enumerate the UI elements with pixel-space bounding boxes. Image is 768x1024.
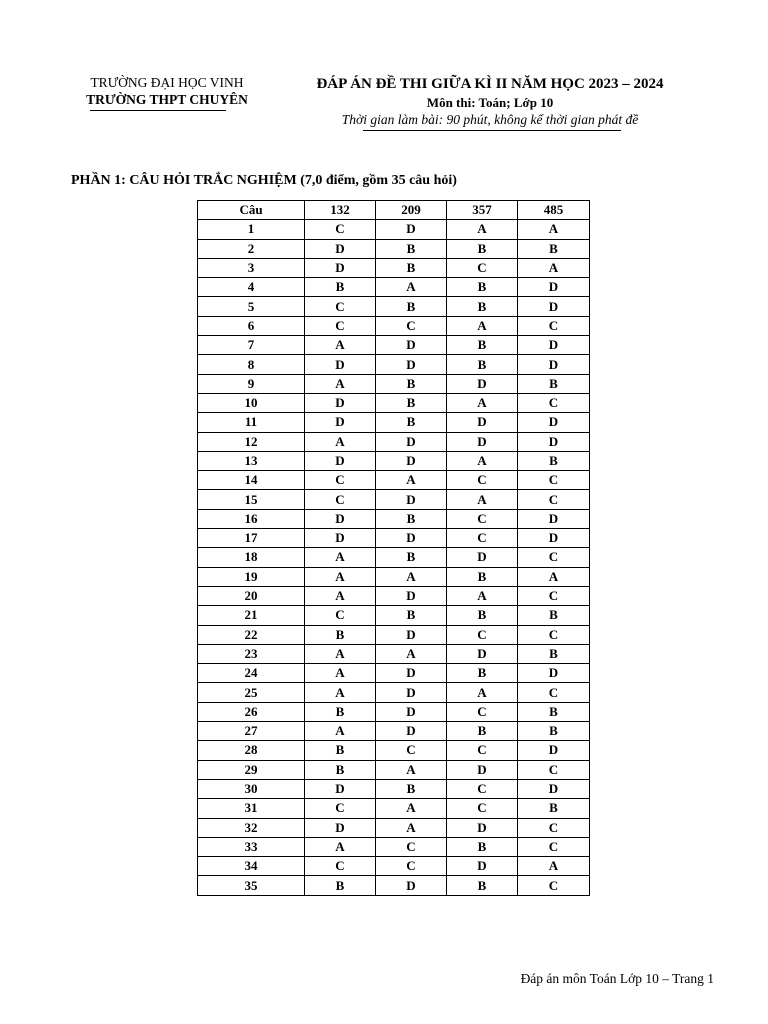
table-row xyxy=(198,837,590,856)
answer-cell: C xyxy=(518,316,590,335)
answer-cell: C xyxy=(376,316,447,335)
question-number-cell: 18 xyxy=(198,548,305,567)
table-row xyxy=(198,355,590,374)
answer-cell: B xyxy=(305,278,376,297)
answer-cell: D xyxy=(376,490,447,509)
table-row xyxy=(198,741,590,760)
answer-cell: B xyxy=(518,374,590,393)
answer-cell: B xyxy=(376,606,447,625)
answer-cell: B xyxy=(447,722,518,741)
duration-underline xyxy=(363,130,621,131)
answer-cell: D xyxy=(305,413,376,432)
answer-cell: C xyxy=(305,490,376,509)
answer-cell: B xyxy=(305,625,376,644)
answer-cell: C xyxy=(447,741,518,760)
answer-cell: C xyxy=(447,799,518,818)
question-number-cell: 7 xyxy=(198,336,305,355)
question-number-cell: 6 xyxy=(198,316,305,335)
table-row xyxy=(198,702,590,721)
answer-cell: B xyxy=(518,644,590,663)
question-number-cell: 32 xyxy=(198,818,305,837)
answer-cell: C xyxy=(447,529,518,548)
question-number-cell: 24 xyxy=(198,664,305,683)
table-row xyxy=(198,625,590,644)
answer-cell: D xyxy=(376,876,447,895)
answer-cell: D xyxy=(447,818,518,837)
answer-cell: A xyxy=(376,799,447,818)
answer-cell: B xyxy=(447,606,518,625)
table-row xyxy=(198,278,590,297)
answer-cell: D xyxy=(376,336,447,355)
answer-rows xyxy=(198,220,590,895)
answer-cell: C xyxy=(518,683,590,702)
table-row xyxy=(198,567,590,586)
answer-cell: A xyxy=(305,548,376,567)
exam-duration: Thời gian làm bài: 90 phút, không kể thời gian phát đề xyxy=(341,112,639,127)
answer-cell: B xyxy=(376,548,447,567)
answer-cell: C xyxy=(447,779,518,798)
answer-cell: A xyxy=(447,393,518,412)
table-row xyxy=(198,336,590,355)
table-row xyxy=(198,258,590,277)
answer-cell: D xyxy=(376,451,447,470)
question-number-cell: 2 xyxy=(198,239,305,258)
table-row xyxy=(198,818,590,837)
answer-cell: D xyxy=(376,586,447,605)
question-number-cell: 20 xyxy=(198,586,305,605)
answer-cell: C xyxy=(447,471,518,490)
answer-cell: D xyxy=(447,857,518,876)
answer-cell: D xyxy=(376,220,447,239)
answer-cell: B xyxy=(376,779,447,798)
answer-cell: A xyxy=(305,567,376,586)
question-number-cell: 21 xyxy=(198,606,305,625)
table-row xyxy=(198,683,590,702)
question-number-cell: 1 xyxy=(198,220,305,239)
answer-cell: D xyxy=(305,239,376,258)
answer-cell: D xyxy=(518,413,590,432)
answer-cell: C xyxy=(305,316,376,335)
answer-cell: D xyxy=(518,529,590,548)
answer-cell: D xyxy=(518,355,590,374)
answer-cell: D xyxy=(305,393,376,412)
answer-cell: B xyxy=(376,393,447,412)
answer-cell: D xyxy=(447,548,518,567)
answer-cell: B xyxy=(305,702,376,721)
table-row xyxy=(198,548,590,567)
answer-key-table xyxy=(197,200,590,896)
answer-cell: D xyxy=(376,529,447,548)
question-number-cell: 22 xyxy=(198,625,305,644)
question-number-cell: 16 xyxy=(198,509,305,528)
answer-cell: B xyxy=(376,509,447,528)
question-number-cell: 23 xyxy=(198,644,305,663)
answer-cell: B xyxy=(305,741,376,760)
answer-cell: D xyxy=(447,432,518,451)
answer-cell: B xyxy=(305,876,376,895)
answer-cell: A xyxy=(305,374,376,393)
answer-cell: D xyxy=(376,722,447,741)
table-row xyxy=(198,393,590,412)
question-number-cell: 26 xyxy=(198,702,305,721)
answer-cell: A xyxy=(447,683,518,702)
question-number-cell: 35 xyxy=(198,876,305,895)
answer-cell: D xyxy=(518,779,590,798)
answer-cell: B xyxy=(518,239,590,258)
table-row xyxy=(198,297,590,316)
answer-cell: D xyxy=(518,509,590,528)
column-header-code-485: 485 xyxy=(518,201,590,220)
answer-cell: C xyxy=(518,586,590,605)
answer-cell: B xyxy=(518,702,590,721)
answer-cell: B xyxy=(376,239,447,258)
answer-cell: D xyxy=(305,509,376,528)
answer-cell: D xyxy=(447,644,518,663)
question-number-cell: 10 xyxy=(198,393,305,412)
question-number-cell: 3 xyxy=(198,258,305,277)
exam-subject: Môn thi: Toán; Lớp 10 xyxy=(426,95,554,110)
answer-cell: C xyxy=(376,837,447,856)
answer-cell: A xyxy=(305,586,376,605)
table-header-row xyxy=(198,201,590,220)
answer-cell: D xyxy=(376,702,447,721)
answer-cell: D xyxy=(518,297,590,316)
question-number-cell: 31 xyxy=(198,799,305,818)
answer-cell: C xyxy=(518,760,590,779)
answer-cell: D xyxy=(305,818,376,837)
question-number-cell: 13 xyxy=(198,451,305,470)
question-number-cell: 17 xyxy=(198,529,305,548)
column-header-code-357: 357 xyxy=(447,201,518,220)
answer-cell: C xyxy=(518,490,590,509)
answer-cell: C xyxy=(447,625,518,644)
table-row xyxy=(198,586,590,605)
table-row xyxy=(198,644,590,663)
question-number-cell: 29 xyxy=(198,760,305,779)
table-row xyxy=(198,239,590,258)
answer-cell: D xyxy=(447,760,518,779)
answer-cell: B xyxy=(376,413,447,432)
answer-cell: C xyxy=(447,702,518,721)
answer-cell: C xyxy=(305,220,376,239)
school-underline xyxy=(90,110,226,111)
school-header xyxy=(62,74,272,108)
question-number-cell: 15 xyxy=(198,490,305,509)
question-number-cell: 8 xyxy=(198,355,305,374)
answer-cell: D xyxy=(305,779,376,798)
answer-cell: C xyxy=(305,799,376,818)
page-footer: Đáp án môn Toán Lớp 10 – Trang 1 xyxy=(520,971,714,986)
table-row xyxy=(198,451,590,470)
question-number-cell: 5 xyxy=(198,297,305,316)
answer-cell: C xyxy=(376,741,447,760)
table-row xyxy=(198,509,590,528)
answer-cell: B xyxy=(376,297,447,316)
table-row xyxy=(198,664,590,683)
answer-cell: D xyxy=(305,355,376,374)
answer-cell: C xyxy=(447,509,518,528)
question-number-cell: 27 xyxy=(198,722,305,741)
answer-cell: D xyxy=(376,432,447,451)
answer-cell: A xyxy=(305,722,376,741)
answer-cell: C xyxy=(305,606,376,625)
answer-cell: D xyxy=(447,413,518,432)
answer-cell: D xyxy=(376,625,447,644)
answer-cell: B xyxy=(447,664,518,683)
answer-cell: D xyxy=(305,529,376,548)
question-number-cell: 25 xyxy=(198,683,305,702)
answer-cell: A xyxy=(376,471,447,490)
table-row xyxy=(198,760,590,779)
table-row xyxy=(198,374,590,393)
answer-cell: C xyxy=(376,857,447,876)
answer-cell: A xyxy=(518,857,590,876)
answer-cell: C xyxy=(305,471,376,490)
table-row xyxy=(198,857,590,876)
answer-cell: B xyxy=(447,336,518,355)
table-row xyxy=(198,471,590,490)
question-number-cell: 4 xyxy=(198,278,305,297)
exam-header xyxy=(280,74,700,128)
answer-cell: A xyxy=(305,644,376,663)
question-number-cell: 11 xyxy=(198,413,305,432)
answer-cell: A xyxy=(518,567,590,586)
answer-cell: B xyxy=(518,451,590,470)
answer-cell: B xyxy=(376,258,447,277)
answer-cell: C xyxy=(518,471,590,490)
table-row xyxy=(198,799,590,818)
answer-cell: B xyxy=(447,876,518,895)
answer-cell: A xyxy=(376,567,447,586)
document-title: ĐÁP ÁN ĐỀ THI GIỮA KÌ II NĂM HỌC 2023 – 2024 xyxy=(316,76,664,92)
university-name: TRƯỜNG ĐẠI HỌC VINH xyxy=(90,75,244,90)
table-row xyxy=(198,316,590,335)
answer-cell: A xyxy=(305,837,376,856)
column-header-code-132: 132 xyxy=(305,201,376,220)
answer-cell: B xyxy=(305,760,376,779)
answer-cell: A xyxy=(305,683,376,702)
answer-cell: A xyxy=(447,490,518,509)
answer-cell: C xyxy=(305,297,376,316)
answer-cell: A xyxy=(447,451,518,470)
column-header-question: Câu xyxy=(198,201,305,220)
answer-cell: B xyxy=(518,606,590,625)
question-number-cell: 34 xyxy=(198,857,305,876)
answer-cell: D xyxy=(376,664,447,683)
table-row xyxy=(198,432,590,451)
answer-cell: D xyxy=(518,741,590,760)
answer-cell: B xyxy=(518,799,590,818)
answer-cell: D xyxy=(305,451,376,470)
answer-cell: C xyxy=(447,258,518,277)
column-header-code-209: 209 xyxy=(376,201,447,220)
table-row xyxy=(198,529,590,548)
answer-cell: B xyxy=(447,567,518,586)
table-row xyxy=(198,220,590,239)
answer-cell: A xyxy=(518,258,590,277)
answer-cell: D xyxy=(376,683,447,702)
answer-cell: A xyxy=(376,278,447,297)
table-row xyxy=(198,876,590,895)
answer-cell: C xyxy=(518,876,590,895)
answer-cell: C xyxy=(518,625,590,644)
table-row xyxy=(198,722,590,741)
table-row xyxy=(198,490,590,509)
answer-cell: B xyxy=(447,297,518,316)
answer-cell: B xyxy=(376,374,447,393)
answer-cell: B xyxy=(447,239,518,258)
question-number-cell: 33 xyxy=(198,837,305,856)
question-number-cell: 12 xyxy=(198,432,305,451)
table-row xyxy=(198,606,590,625)
answer-cell: C xyxy=(518,818,590,837)
answer-cell: B xyxy=(447,355,518,374)
answer-cell: D xyxy=(518,432,590,451)
answer-cell: A xyxy=(447,220,518,239)
answer-cell: D xyxy=(518,336,590,355)
answer-cell: A xyxy=(305,664,376,683)
answer-cell: C xyxy=(518,837,590,856)
question-number-cell: 19 xyxy=(198,567,305,586)
table-row xyxy=(198,413,590,432)
answer-cell: C xyxy=(518,393,590,412)
question-number-cell: 30 xyxy=(198,779,305,798)
answer-cell: B xyxy=(447,278,518,297)
answer-cell: A xyxy=(518,220,590,239)
answer-cell: D xyxy=(376,355,447,374)
school-name: TRƯỜNG THPT CHUYÊN xyxy=(86,92,248,107)
answer-cell: D xyxy=(518,664,590,683)
table-row xyxy=(198,779,590,798)
answer-cell: B xyxy=(518,722,590,741)
section-title: PHẦN 1: CÂU HỎI TRẮC NGHIỆM (7,0 điểm, gồm 35 câu hỏi) xyxy=(71,173,457,188)
answer-cell: C xyxy=(305,857,376,876)
answer-cell: A xyxy=(447,316,518,335)
answer-cell: A xyxy=(376,644,447,663)
answer-cell: C xyxy=(518,548,590,567)
answer-cell: A xyxy=(305,432,376,451)
answer-cell: A xyxy=(376,760,447,779)
answer-cell: A xyxy=(376,818,447,837)
answer-cell: B xyxy=(447,837,518,856)
answer-cell: D xyxy=(305,258,376,277)
question-number-cell: 14 xyxy=(198,471,305,490)
answer-cell: A xyxy=(305,336,376,355)
answer-cell: A xyxy=(447,586,518,605)
answer-cell: D xyxy=(518,278,590,297)
answer-cell: D xyxy=(447,374,518,393)
question-number-cell: 28 xyxy=(198,741,305,760)
question-number-cell: 9 xyxy=(198,374,305,393)
